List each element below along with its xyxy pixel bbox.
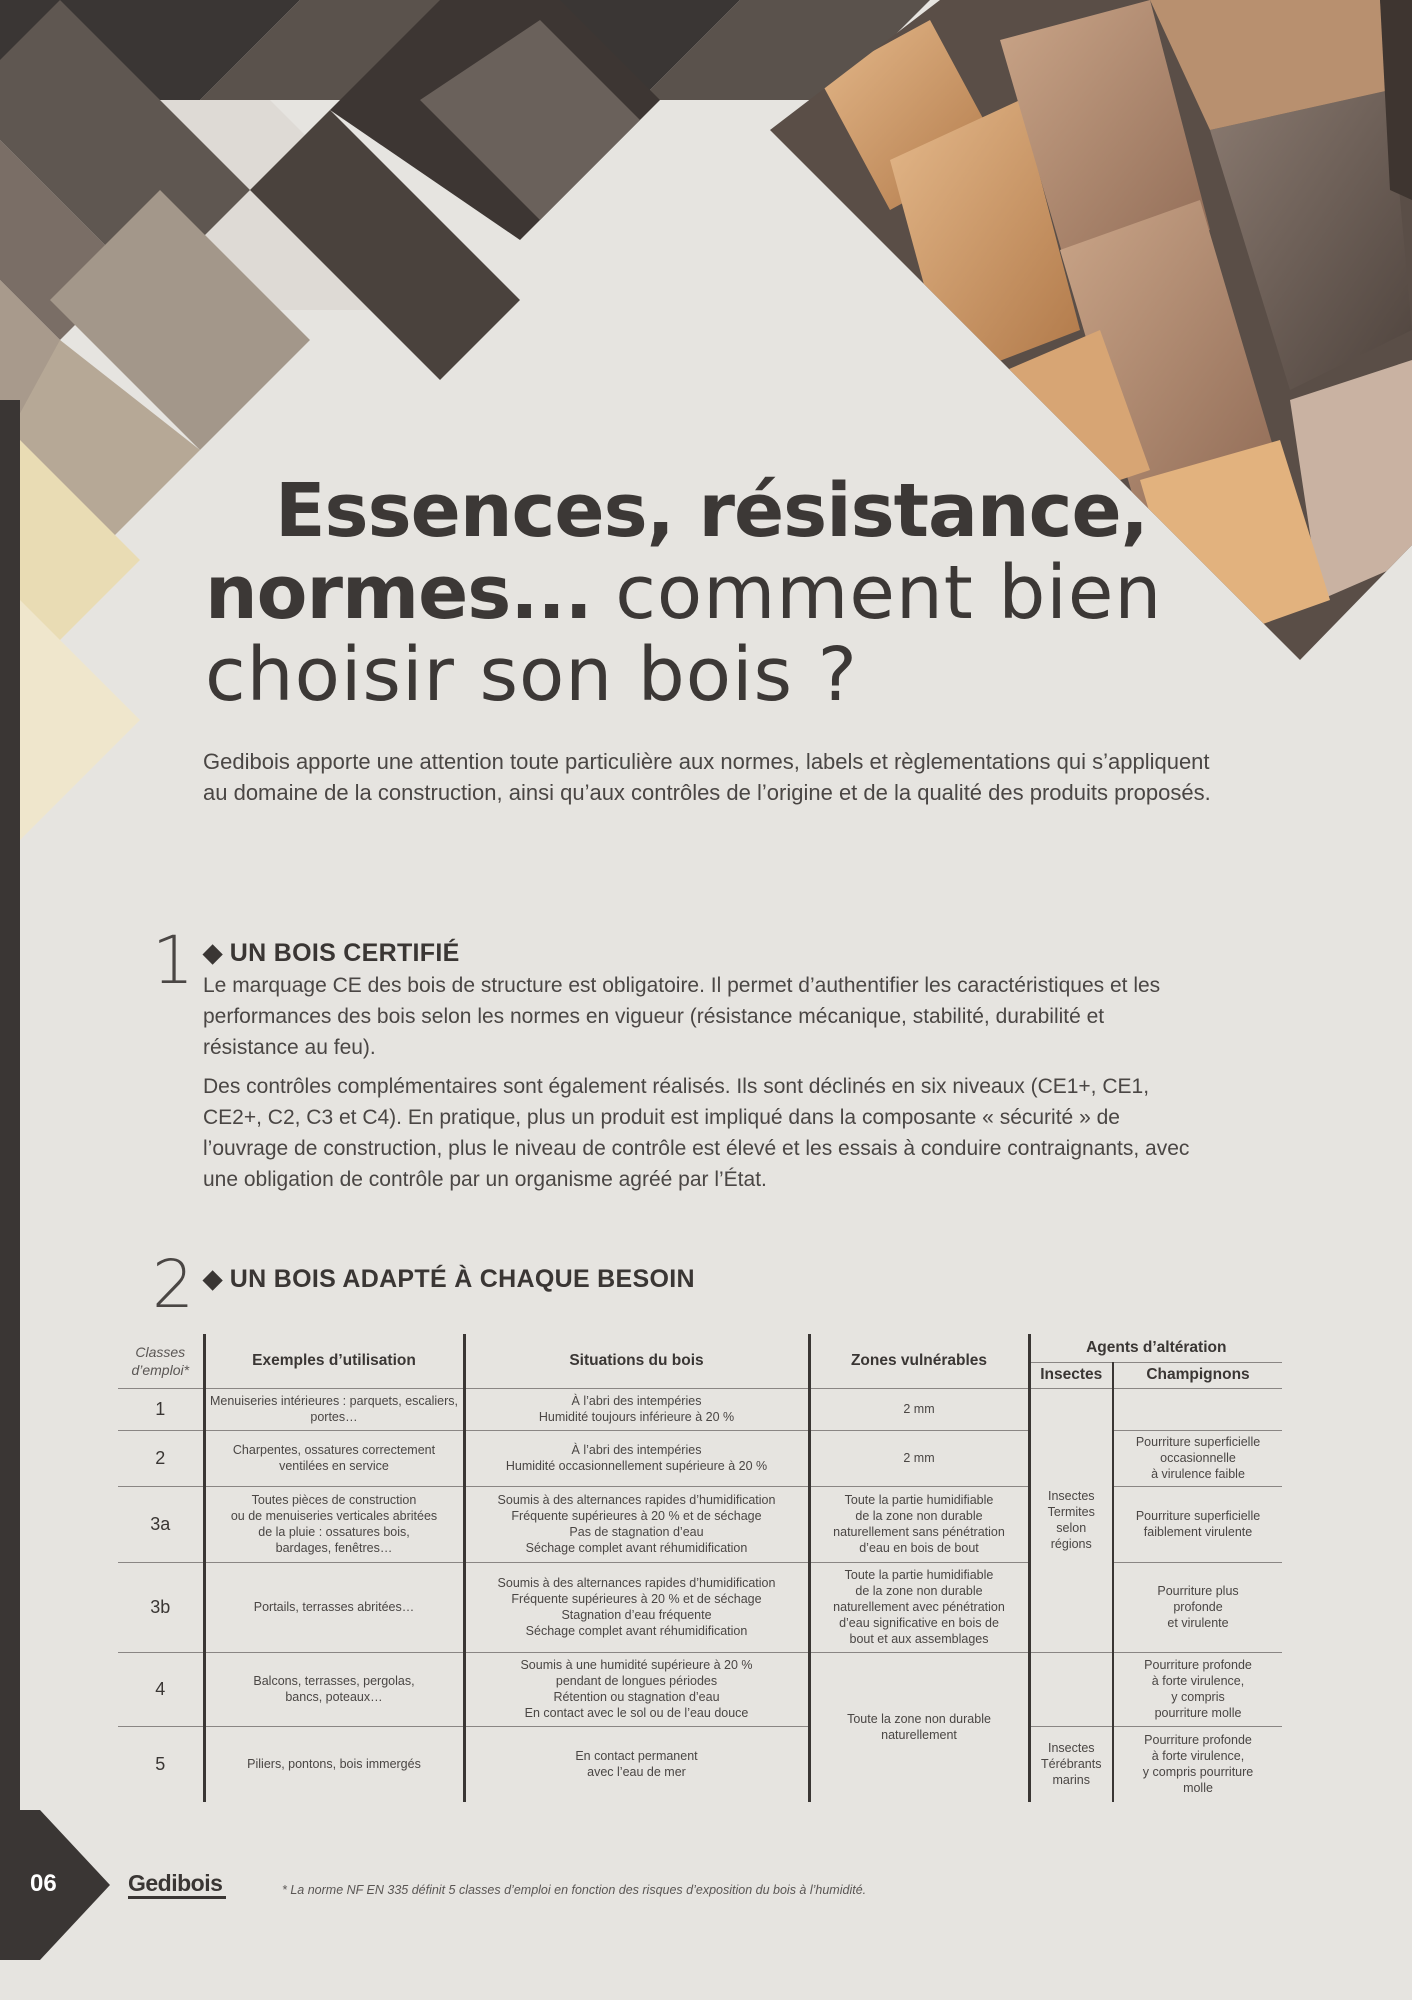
cell-situations: Soumis à des alternances rapides d’humidification Fréquente supérieures à 20 % et de séchage Pas de stagnation d’eau Séchage complet avant réhumidification <box>464 1486 809 1562</box>
footnote: * La norme NF EN 335 définit 5 classes d’emploi en fonction des risques d’exposition du bois à l’humidité. <box>282 1883 867 1897</box>
cell-champignons: Pourriture superficielle occasionnelle à virulence faible <box>1113 1430 1282 1486</box>
cell-zones: Toute la partie humidifiable de la zone non durable naturellement sans pénétration d’eau en bois de bout <box>809 1486 1029 1562</box>
cell-exemples: Portails, terrasses abritées… <box>204 1562 464 1652</box>
header-classes: Classes d’emploi* <box>131 1343 190 1378</box>
cell-classe: 1 <box>155 1399 166 1419</box>
section-number-2: 2 <box>152 1246 194 1323</box>
section-1-paragraph: Des contrôles complémentaires sont également réalisés. Ils sont déclinés en six niveaux (CE1+, CE1, CE2+, C2, C3 et C4). En pratique, plus un produit est impliqué dans la composante « sécurité » de l’ouvrage de construction, plus le niveau de contrôle est élevé et les essais à conduire contraignants, avec une obligation de contrôle par un organisme agréé par l’État. <box>203 1075 1190 1191</box>
section-heading-1: ◆ UN BOIS CERTIFIÉ <box>203 939 460 967</box>
cell-exemples: Piliers, pontons, bois immergés <box>204 1726 464 1802</box>
cell-classe: 2 <box>155 1448 166 1468</box>
cell-champignons: Pourriture profonde à forte virulence, y compris pourriture molle <box>1113 1726 1282 1802</box>
cell-exemples: Charpentes, ossatures correctement ventilées en service <box>204 1430 464 1486</box>
classes-emploi-table <box>118 1334 1282 1802</box>
cell-situations: À l’abri des intempéries Humidité toujours inférieure à 20 % <box>464 1388 809 1430</box>
cell-exemples: Menuiseries intérieures : parquets, escaliers, portes… <box>204 1388 464 1430</box>
cell-insectes-terebrants: Insectes Térébrants marins <box>1029 1726 1113 1802</box>
cell-classe: 5 <box>155 1754 166 1775</box>
cell-insectes-empty <box>1029 1652 1113 1726</box>
cell-classe: 4 <box>155 1679 166 1699</box>
gedibois-logo: Gedibois <box>128 1870 223 1896</box>
section-1-paragraph: Le marquage CE des bois de structure est obligatoire. Il permet d’authentifier les caractéristiques et les performances des bois selon les normes en vigueur (résistance mécanique, stabilité, durabilité et résistance au feu). <box>203 974 1161 1059</box>
section-body-1 <box>203 970 1203 1203</box>
header-insectes: Insectes <box>1029 1362 1113 1388</box>
title-line2-light: comment bien <box>615 550 1163 636</box>
cell-situations: Soumis à une humidité supérieure à 20 % pendant de longues périodes Rétention ou stagnation d’eau En contact avec le sol ou de l’eau douce <box>464 1652 809 1726</box>
cell-exemples: Toutes pièces de construction ou de menuiseries verticales abritées de la pluie : ossatures bois, bardages, fenêtres… <box>204 1486 464 1562</box>
title-line3: choisir son bois ? <box>205 632 858 718</box>
cell-exemples: Balcons, terrasses, pergolas, bancs, poteaux… <box>204 1652 464 1726</box>
cell-champignons <box>1113 1388 1282 1430</box>
title-line2-bold: normes... <box>205 550 592 636</box>
page-number: 06 <box>30 1870 57 1897</box>
cell-situations: À l’abri des intempéries Humidité occasionnellement supérieure à 20 % <box>464 1430 809 1486</box>
title-line1: Essences, résistance, <box>275 468 1148 554</box>
section-number-1: 1 <box>152 922 194 999</box>
page-title <box>205 468 1163 718</box>
table-row <box>118 1726 1282 1802</box>
cell-champignons: Pourriture plus profonde et virulente <box>1113 1562 1282 1652</box>
table-row <box>118 1652 1282 1726</box>
header-champignons: Champignons <box>1113 1362 1282 1388</box>
cell-champignons: Pourriture profonde à forte virulence, y compris pourriture molle <box>1113 1652 1282 1726</box>
cell-situations: Soumis à des alternances rapides d’humidification Fréquente supérieures à 20 % et de séchage Stagnation d’eau fréquente Séchage complet avant réhumidification <box>464 1562 809 1652</box>
cell-classe: 3b <box>150 1597 171 1617</box>
cell-insectes-termites: Insectes Termites selon régions <box>1029 1388 1113 1652</box>
section-heading-2: ◆ UN BOIS ADAPTÉ À CHAQUE BESOIN <box>203 1265 695 1293</box>
cell-zones: Toute la partie humidifiable de la zone non durable naturellement avec pénétration d’eau significative en bois de bout et aux assemblages <box>809 1562 1029 1652</box>
cell-zones: 2 mm <box>809 1388 1029 1430</box>
header-situations: Situations du bois <box>464 1334 809 1388</box>
cell-champignons: Pourriture superficielle faiblement virulente <box>1113 1486 1282 1562</box>
header-exemples: Exemples d’utilisation <box>204 1334 464 1388</box>
cell-classe: 3a <box>150 1514 171 1534</box>
table-row <box>118 1388 1282 1430</box>
header-zones: Zones vulnérables <box>809 1334 1029 1388</box>
cell-situations: En contact permanent avec l’eau de mer <box>464 1726 809 1802</box>
cell-zones-merged: Toute la zone non durable naturellement <box>809 1652 1029 1802</box>
header-agents: Agents d’altération <box>1029 1334 1282 1362</box>
logo-underline <box>128 1896 226 1899</box>
intro-paragraph: Gedibois apporte une attention toute particulière aux normes, labels et règlementations qui s’appliquent au domaine de la construction, ainsi qu’aux contrôles de l’origine et de la qualité des produits proposés. <box>203 749 1211 805</box>
cell-zones: 2 mm <box>809 1430 1029 1486</box>
